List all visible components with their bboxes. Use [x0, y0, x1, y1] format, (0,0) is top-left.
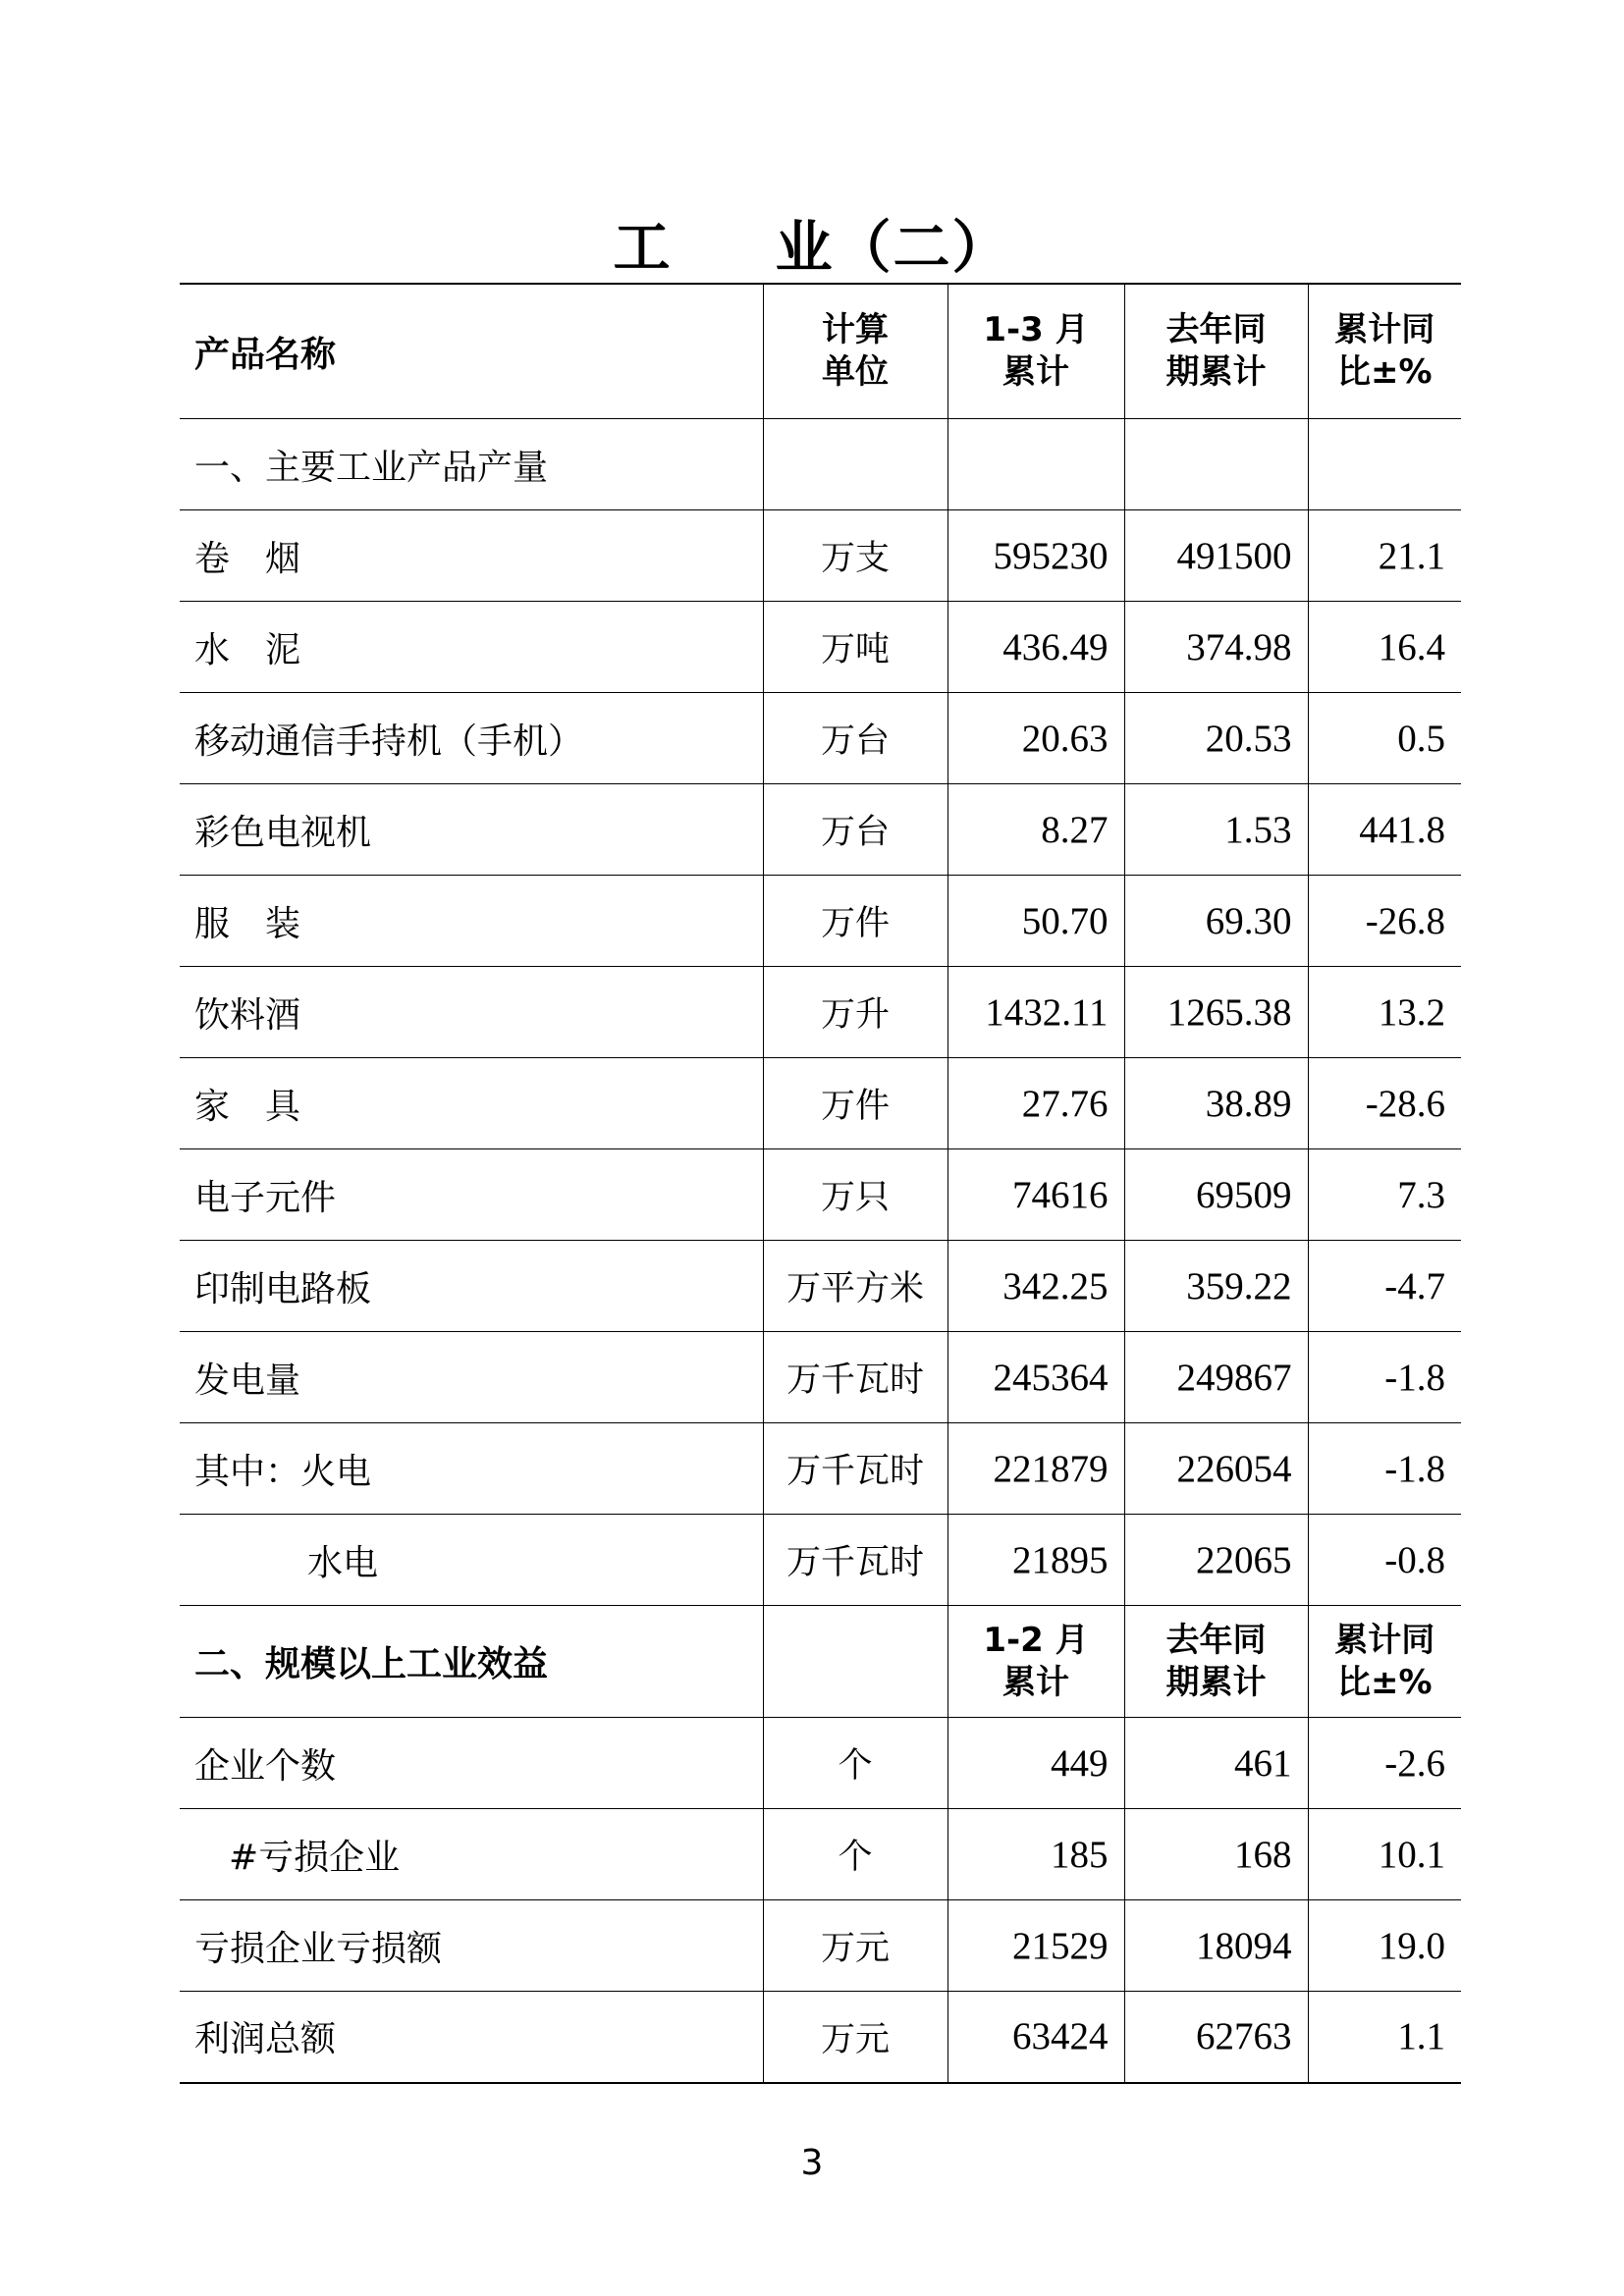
row-current: 63424 [947, 1992, 1124, 2083]
row-unit: 万台 [763, 784, 947, 876]
header-current-period: 1-3 月 累计 [947, 284, 1124, 419]
row-previous: 20.53 [1124, 693, 1308, 784]
row-name: 发电量 [180, 1332, 763, 1423]
row-previous: 22065 [1124, 1515, 1308, 1606]
row-name: 水 泥 [180, 602, 763, 693]
row-previous: 18094 [1124, 1900, 1308, 1992]
row-current: 27.76 [947, 1058, 1124, 1149]
row-previous: 1265.38 [1124, 967, 1308, 1058]
table-row [180, 1515, 1461, 1606]
row-yoy: 10.1 [1308, 1809, 1461, 1900]
header-yoy: 累计同 比±% [1308, 284, 1461, 419]
row-unit: 万支 [763, 510, 947, 602]
row-name: 卷 烟 [180, 510, 763, 602]
row-current: 21529 [947, 1900, 1124, 1992]
row-unit: 万元 [763, 1900, 947, 1992]
row-name: 移动通信手持机（手机） [180, 693, 763, 784]
row-yoy: 21.1 [1308, 510, 1461, 602]
row-unit: 个 [763, 1809, 947, 1900]
row-previous: 69.30 [1124, 876, 1308, 967]
row-yoy: -0.8 [1308, 1515, 1461, 1606]
row-unit: 万千瓦时 [763, 1515, 947, 1606]
row-name: 水电 [180, 1515, 763, 1606]
title-part-1: 工 [613, 214, 673, 281]
row-yoy: 16.4 [1308, 602, 1461, 693]
row-name: 印制电路板 [180, 1241, 763, 1332]
row-unit: 万千瓦时 [763, 1332, 947, 1423]
row-yoy: -28.6 [1308, 1058, 1461, 1149]
industry-table [180, 283, 1461, 2084]
table-row [180, 1332, 1461, 1423]
row-name: 彩色电视机 [180, 784, 763, 876]
row-yoy: -1.8 [1308, 1332, 1461, 1423]
section2-previous-period: 去年同 期累计 [1124, 1606, 1308, 1718]
table-row [180, 693, 1461, 784]
row-previous: 491500 [1124, 510, 1308, 602]
row-yoy: 7.3 [1308, 1149, 1461, 1241]
row-yoy: -4.7 [1308, 1241, 1461, 1332]
row-unit: 万平方米 [763, 1241, 947, 1332]
table-row [180, 1809, 1461, 1900]
row-current: 342.25 [947, 1241, 1124, 1332]
row-previous: 1.53 [1124, 784, 1308, 876]
row-yoy: -1.8 [1308, 1423, 1461, 1515]
row-unit: 万千瓦时 [763, 1423, 947, 1515]
section1-title: 一、主要工业产品产量 [180, 419, 763, 510]
row-unit: 万升 [763, 967, 947, 1058]
row-current: 8.27 [947, 784, 1124, 876]
row-name: 家 具 [180, 1058, 763, 1149]
row-previous: 69509 [1124, 1149, 1308, 1241]
row-current: 21895 [947, 1515, 1124, 1606]
row-previous: 38.89 [1124, 1058, 1308, 1149]
row-previous: 374.98 [1124, 602, 1308, 693]
row-previous: 461 [1124, 1718, 1308, 1809]
row-name: 饮料酒 [180, 967, 763, 1058]
row-unit: 万台 [763, 693, 947, 784]
row-unit: 万吨 [763, 602, 947, 693]
table-row [180, 1058, 1461, 1149]
table-row [180, 602, 1461, 693]
table-row [180, 1423, 1461, 1515]
row-name: 其中：火电 [180, 1423, 763, 1515]
row-current: 221879 [947, 1423, 1124, 1515]
row-name: 利润总额 [180, 1992, 763, 2083]
products-body [180, 510, 1461, 1606]
page-title [0, 201, 1624, 284]
row-yoy: 441.8 [1308, 784, 1461, 876]
row-current: 74616 [947, 1149, 1124, 1241]
row-unit: 万件 [763, 1058, 947, 1149]
row-yoy: 19.0 [1308, 1900, 1461, 1992]
row-current: 449 [947, 1718, 1124, 1809]
row-current: 436.49 [947, 602, 1124, 693]
table-row [180, 1900, 1461, 1992]
table-row [180, 1241, 1461, 1332]
title-part-2: 业（二） [775, 214, 1011, 281]
section2-title: 二、规模以上工业效益 [180, 1606, 763, 1718]
row-previous: 359.22 [1124, 1241, 1308, 1332]
row-name: #亏损企业 [180, 1809, 763, 1900]
row-yoy: -2.6 [1308, 1718, 1461, 1809]
row-name: 服 装 [180, 876, 763, 967]
header-previous-period: 去年同 期累计 [1124, 284, 1308, 419]
table-row [180, 1149, 1461, 1241]
table-row [180, 510, 1461, 602]
row-yoy: 1.1 [1308, 1992, 1461, 2083]
row-current: 245364 [947, 1332, 1124, 1423]
row-previous: 249867 [1124, 1332, 1308, 1423]
row-current: 50.70 [947, 876, 1124, 967]
section2-yoy: 累计同 比±% [1308, 1606, 1461, 1718]
section-header-row [180, 419, 1461, 510]
benefits-body [180, 1718, 1461, 2083]
row-previous: 226054 [1124, 1423, 1308, 1515]
table-header-row [180, 284, 1461, 419]
row-current: 1432.11 [947, 967, 1124, 1058]
row-yoy: 0.5 [1308, 693, 1461, 784]
row-unit: 个 [763, 1718, 947, 1809]
table-row [180, 1992, 1461, 2083]
section2-current-period: 1-2 月 累计 [947, 1606, 1124, 1718]
row-unit: 万只 [763, 1149, 947, 1241]
section2-header-row [180, 1606, 1461, 1718]
row-previous: 62763 [1124, 1992, 1308, 2083]
row-yoy: 13.2 [1308, 967, 1461, 1058]
table-row [180, 784, 1461, 876]
page-number: 3 [800, 2143, 824, 2183]
header-product-name: 产品名称 [180, 284, 763, 419]
row-previous: 168 [1124, 1809, 1308, 1900]
row-name: 企业个数 [180, 1718, 763, 1809]
table-row [180, 876, 1461, 967]
row-unit: 万件 [763, 876, 947, 967]
table-row [180, 967, 1461, 1058]
table-row [180, 1718, 1461, 1809]
row-name: 电子元件 [180, 1149, 763, 1241]
row-unit: 万元 [763, 1992, 947, 2083]
row-yoy: -26.8 [1308, 876, 1461, 967]
header-unit: 计算 单位 [763, 284, 947, 419]
row-current: 20.63 [947, 693, 1124, 784]
row-name: 亏损企业亏损额 [180, 1900, 763, 1992]
row-current: 595230 [947, 510, 1124, 602]
row-current: 185 [947, 1809, 1124, 1900]
